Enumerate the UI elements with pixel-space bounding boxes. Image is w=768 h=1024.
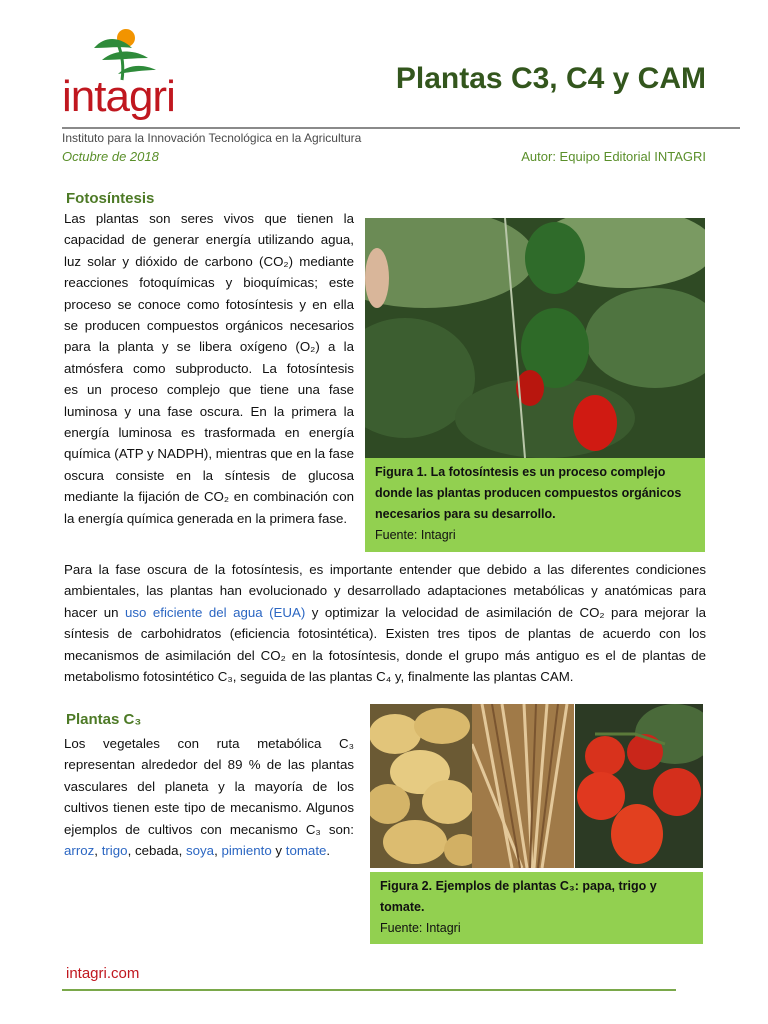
figure2-wheat-image [472,704,574,868]
link-pimiento[interactable]: pimiento [221,843,272,859]
footer-website-link[interactable]: intagri.com [66,965,140,982]
figure1-source: Fuente: Intagri [375,528,456,542]
section-plantas-c3-text [64,733,354,861]
link-tomate[interactable]: tomate [285,843,327,859]
section-fotosintesis-line: oscura consiste en la síntesis de glucosa [64,467,354,483]
section-fotosintesis-line: es un proceso complejo que tiene una fase [64,382,354,398]
figure2-caption-text: Figura 2. Ejemplos de plantas C₃: papa, trigo y tomate. [380,879,657,914]
section-fotosintesis-line: luz solar y dióxido de carbono (CO₂) mediante [64,253,354,269]
figure1-caption-text: Figura 1. La fotosíntesis es un proceso complejo donde las plantas producen compuestos orgánicos necesarios para su desarrollo. [375,465,682,521]
separator: . [326,843,331,859]
separator: , [178,843,186,859]
figure1-pepper-plant-image [365,218,705,458]
section-fotosintesis-line: para la planta y se libera oxígeno (O₂) a la [64,339,354,355]
section-heading-fotosintesis: Fotosíntesis [66,190,155,207]
section-heading-plantas-c3: Plantas C₃ [66,711,142,728]
figure2-caption [370,872,703,944]
section-fotosintesis-line: Las plantas son seres vivos que tienen la [64,211,354,226]
paragraph-fase-oscura [64,559,706,687]
logo-text: intagri [62,72,175,121]
section-fotosintesis-line: atmósfera como subproducto. La fotosíntesis [64,360,354,376]
paragraph-text: Para la fase oscura de la fotosíntesis, es importante entender que debido a las diferentes condiciones ambientales, las plantas han evolucionado y desarrollado adaptaciones metabólicas y anatómicas para hacer un [64,562,706,620]
link-arroz[interactable]: arroz [64,843,95,859]
section-text: Los vegetales con ruta metabólica C₃ representan alrededor del 89 % de las plantas vasculares del planeta y la mayoría de los cultivos tienen este tipo de mecanismo. Algunos ejemplos de cultivos con mecanismo C₃ son: [64,736,354,837]
figure2-potato-image [370,704,472,868]
figure2-tomato-image [575,704,703,868]
section-fotosintesis-line: se producen compuestos orgánicos necesarios [64,318,354,334]
separator: y [271,843,286,859]
header-divider [62,127,740,129]
footer-divider [62,989,676,991]
separator: , [127,843,135,859]
section-fotosintesis-line: capacidad de generar energía utilizando agua, [64,232,354,248]
paragraph-text: y optimizar la velocidad de asimilación de CO₂ para mejorar la síntesis de carbohidratos (eficiencia fotosintética). Existen tres tipos de plantas de acuerdo con los mecanismos de asimilación del CO₂ en la fotosíntesis, donde el grupo más antiguo es el de plantas de metabolismo fotosintético C₃, seguida de las plantas C₄ y, finalmente las plantas CAM. [64,604,707,685]
institute-name: Instituto para la Innovación Tecnológica en la Agricultura [62,131,362,145]
section-fotosintesis-line: reacciones fotoquímicas y bioquímicas; este [64,275,354,291]
crop-cebada: cebada [134,843,179,859]
figure1-caption [365,458,705,552]
figure2-source: Fuente: Intagri [380,921,461,935]
section-fotosintesis-line: la energía química generada en la primera fase. [64,510,348,526]
separator: , [214,843,222,859]
section-fotosintesis-line: luminosa y una fase oscura. En la primera la [64,403,354,419]
section-fotosintesis-line: mediante la fijación de CO₂ en combinación con [64,489,354,505]
separator: , [94,843,102,859]
link-trigo[interactable]: trigo [101,843,128,859]
publish-date: Octubre de 2018 [62,149,159,164]
author: Autor: Equipo Editorial INTAGRI [521,149,706,164]
page-title: Plantas C3, C4 y CAM [395,62,706,95]
section-fotosintesis-text [64,208,354,529]
link-uso-eficiente-agua[interactable]: uso eficiente del agua (EUA) [124,604,306,620]
section-fotosintesis-line: energía luminosa es trasformada en energía [64,425,354,441]
section-fotosintesis-line: proceso se conoce como fotosíntesis y en ella [64,296,354,312]
section-fotosintesis-line: química (ATP y NADPH), mientras que en la fase [64,446,354,462]
link-soya[interactable]: soya [185,843,215,859]
